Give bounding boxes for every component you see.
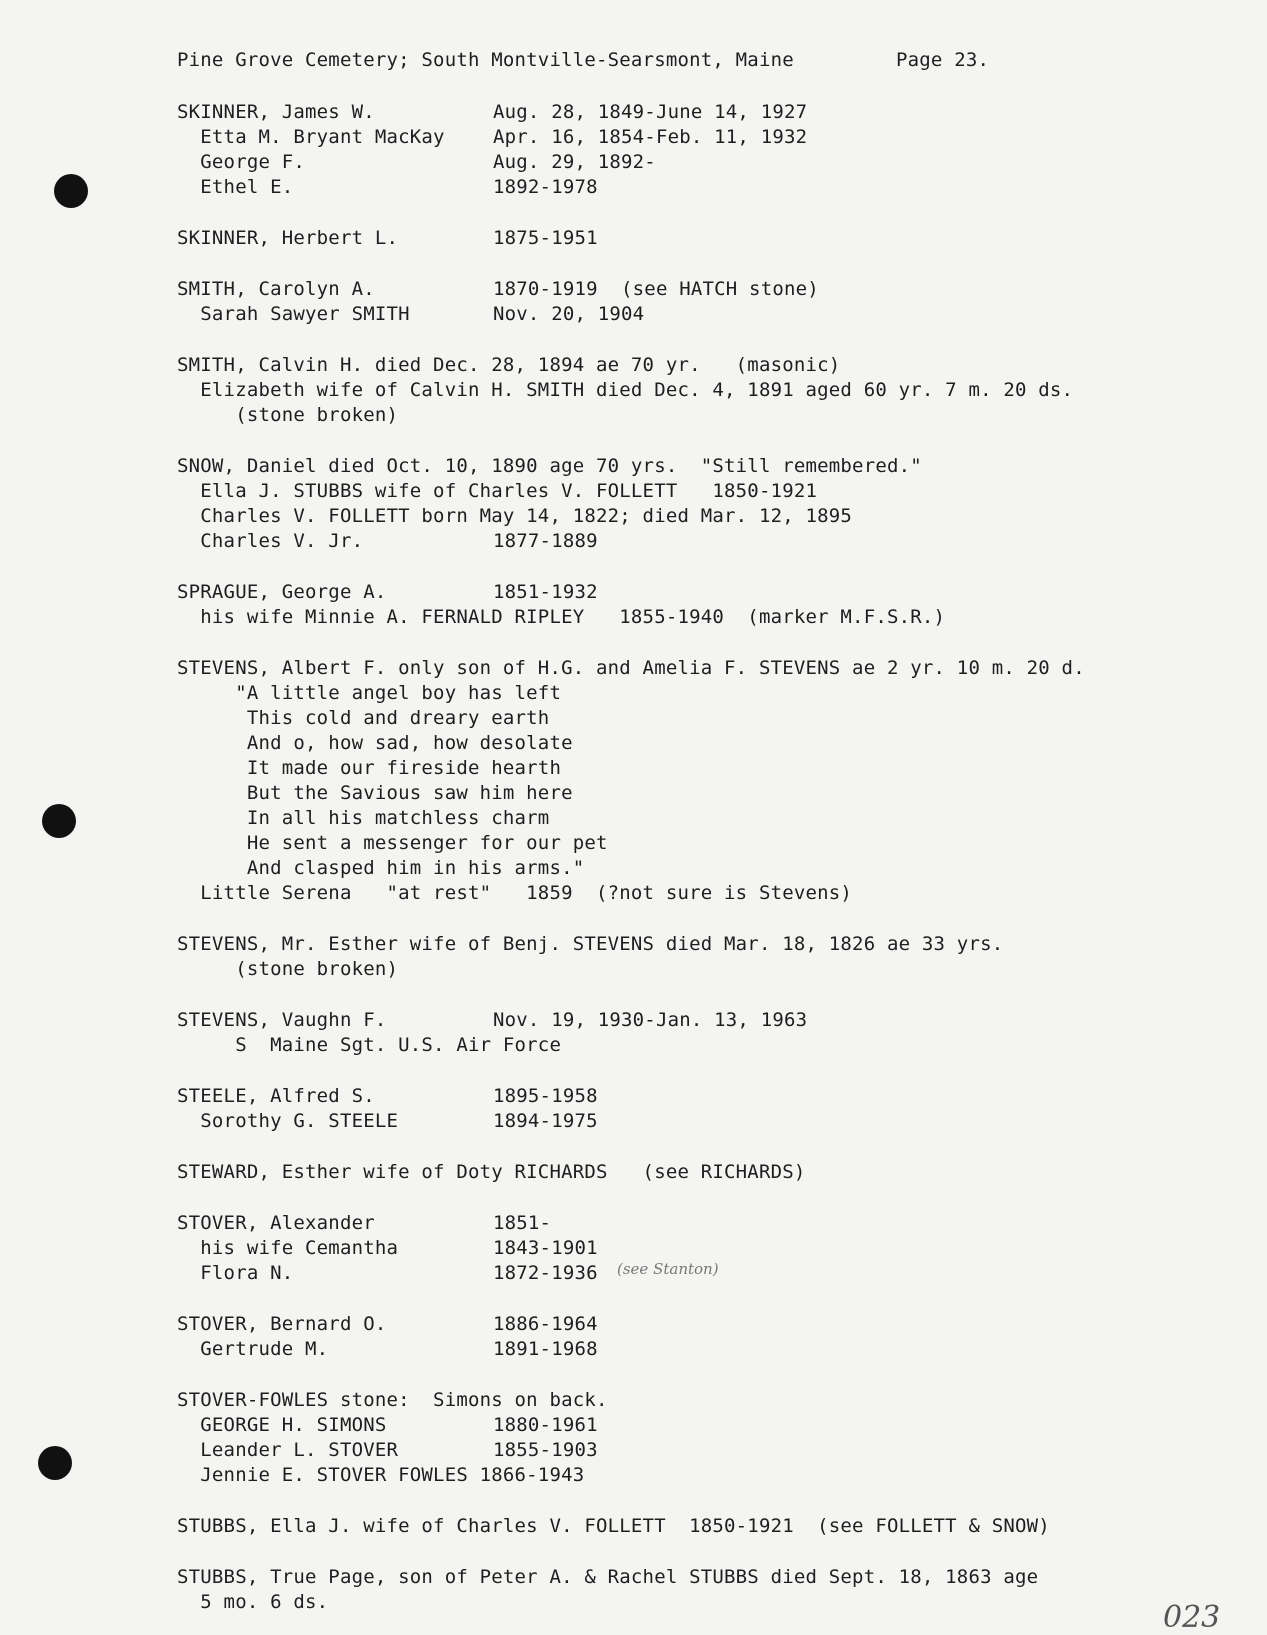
page-title: Pine Grove Cemetery; South Montville-Searsmont, Maine <box>177 49 794 71</box>
stover-bernard-dates: 1886-1964 <box>493 1313 598 1335</box>
stover-alexander-text: STOVER, Alexander <box>177 1212 375 1234</box>
stevens-esther-text: STEVENS, Mr. Esther wife of Benj. STEVENS died Mar. 18, 1826 ae 33 yrs. <box>177 933 1004 955</box>
simons-george-dates: 1880-1961 <box>493 1414 598 1436</box>
punch-hole <box>54 174 88 208</box>
stover-gertrude-text: Gertrude M. <box>177 1338 329 1360</box>
snow-charles-text: Charles V. FOLLETT born May 14, 1822; died Mar. 12, 1895 <box>177 505 853 527</box>
poem-2-text: This cold and dreary earth <box>177 707 550 729</box>
stevens-vaughn-text: STEVENS, Vaughn F. <box>177 1009 387 1031</box>
stover-gertrude-dates: 1891-1968 <box>493 1338 598 1360</box>
snow-charles-jr-text: Charles V. Jr. <box>177 530 364 552</box>
simons-george-text: GEORGE H. SIMONS <box>177 1414 387 1436</box>
smith-elizabeth-text: Elizabeth wife of Calvin H. SMITH died Dec. 4, 1891 aged 60 yr. 7 m. 20 ds. <box>177 379 1074 401</box>
steele-sorothy-text: Sorothy G. STEELE <box>177 1110 399 1132</box>
smith-carolyn-dates: 1870-1919 (see HATCH stone) <box>493 278 819 300</box>
stover-leander-dates: 1855-1903 <box>493 1439 598 1461</box>
stevens-serena-text: Little Serena "at rest" 1859 (?not sure is Stevens) <box>177 882 853 904</box>
skinner-george-text: George F. <box>177 151 306 173</box>
skinner-etta-text: Etta M. Bryant MacKay <box>177 126 445 148</box>
skinner-james-dates: Aug. 28, 1849-June 14, 1927 <box>493 101 808 123</box>
sprague-george-dates: 1851-1932 <box>493 581 598 603</box>
smith-carolyn-text: SMITH, Carolyn A. <box>177 278 375 300</box>
fowles-jennie-text: Jennie E. STOVER FOWLES 1866-1943 <box>177 1464 585 1486</box>
smith-sarah-text: Sarah Sawyer SMITH <box>177 303 410 325</box>
stevens-albert-text: STEVENS, Albert F. only son of H.G. and Amelia F. STEVENS ae 2 yr. 10 m. 20 d. <box>177 657 1085 679</box>
poem-7-text: He sent a messenger for our pet <box>177 832 608 854</box>
stover-bernard-text: STOVER, Bernard O. <box>177 1313 387 1335</box>
smith-calvin-text: SMITH, Calvin H. died Dec. 28, 1894 ae 70 yr. (masonic) <box>177 354 841 376</box>
snow-daniel-text: SNOW, Daniel died Oct. 10, 1890 age 70 yrs. "Still remembered." <box>177 455 922 477</box>
poem-3-text: And o, how sad, how desolate <box>177 732 573 754</box>
stover-cemantha-text: his wife Cemantha <box>177 1237 399 1259</box>
poem-5-text: But the Savious saw him here <box>177 782 573 804</box>
skinner-etta-dates: Apr. 16, 1854-Feb. 11, 1932 <box>493 126 808 148</box>
steele-alfred-text: STEELE, Alfred S. <box>177 1085 375 1107</box>
stover-leander-text: Leander L. STOVER <box>177 1439 399 1461</box>
skinner-george-dates: Aug. 29, 1892- <box>493 151 656 173</box>
sprague-george-text: SPRAGUE, George A. <box>177 581 387 603</box>
punch-hole <box>42 804 76 838</box>
steele-alfred-dates: 1895-1958 <box>493 1085 598 1107</box>
snow-ella-text: Ella J. STUBBS wife of Charles V. FOLLETT 1850-1921 <box>177 480 818 502</box>
skinner-ethel-dates: 1892-1978 <box>493 176 598 198</box>
skinner-james-text: SKINNER, James W. <box>177 101 375 123</box>
stover-fowles-text: STOVER-FOWLES stone: Simons on back. <box>177 1389 608 1411</box>
skinner-herbert-dates: 1875-1951 <box>493 227 598 249</box>
stubbs-true-2-text: 5 mo. 6 ds. <box>177 1591 329 1613</box>
stover-flora-text: Flora N. <box>177 1262 294 1284</box>
sprague-minnie-text: his wife Minnie A. FERNALD RIPLEY 1855-1940 (marker M.F.S.R.) <box>177 606 946 628</box>
snow-charles-jr-dates: 1877-1889 <box>493 530 598 552</box>
smith-sarah-dates: Nov. 20, 1904 <box>493 303 645 325</box>
page-stamp: 023 <box>1163 1600 1221 1635</box>
stevens-vaughn-note-text: S Maine Sgt. U.S. Air Force <box>177 1034 562 1056</box>
steward-esther-text: STEWARD, Esther wife of Doty RICHARDS (see RICHARDS) <box>177 1161 806 1183</box>
stevens-vaughn-dates: Nov. 19, 1930-Jan. 13, 1963 <box>493 1009 808 1031</box>
stover-alexander-dates: 1851- <box>493 1212 552 1234</box>
poem-8-text: And clasped him in his arms." <box>177 857 585 879</box>
stevens-esther-note-text: (stone broken) <box>177 958 399 980</box>
punch-hole <box>38 1446 72 1480</box>
handwritten-note: (see Stanton) <box>617 1260 719 1278</box>
smith-note-text: (stone broken) <box>177 404 399 426</box>
poem-1-text: "A little angel boy has left <box>177 682 562 704</box>
skinner-ethel-text: Ethel E. <box>177 176 294 198</box>
stubbs-ella-text: STUBBS, Ella J. wife of Charles V. FOLLETT 1850-1921 (see FOLLETT & SNOW) <box>177 1515 1050 1537</box>
page-number: Page 23. <box>896 49 990 71</box>
poem-6-text: In all his matchless charm <box>177 807 550 829</box>
steele-sorothy-dates: 1894-1975 <box>493 1110 598 1132</box>
stover-cemantha-dates: 1843-1901 <box>493 1237 598 1259</box>
poem-4-text: It made our fireside hearth <box>177 757 562 779</box>
skinner-herbert-text: SKINNER, Herbert L. <box>177 227 399 249</box>
stover-flora-dates: 1872-1936 <box>493 1262 598 1284</box>
stubbs-true-text: STUBBS, True Page, son of Peter A. & Rachel STUBBS died Sept. 18, 1863 age <box>177 1566 1039 1588</box>
